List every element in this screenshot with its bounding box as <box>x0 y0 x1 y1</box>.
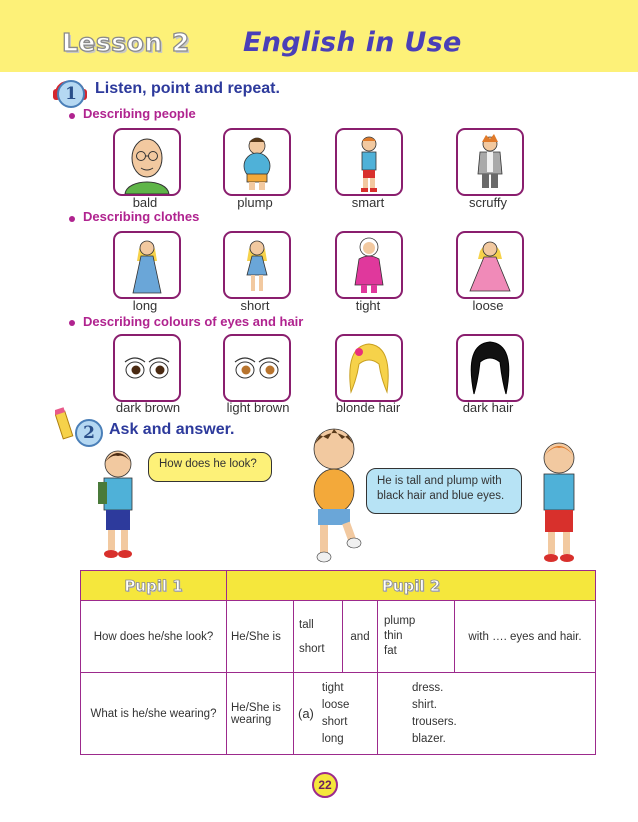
option-short: short <box>299 642 325 655</box>
option-tall: tall <box>299 618 314 631</box>
subject-he-she-is: He/She is <box>227 601 294 673</box>
long-dress-girl-picture <box>113 231 181 299</box>
option-short-fit: short <box>321 715 348 728</box>
light-brown-eyes-picture <box>223 334 291 402</box>
option-dress: dress. <box>412 681 444 694</box>
caption-dark-hair: dark hair <box>462 400 514 415</box>
caption-light-brown: light brown <box>226 400 290 415</box>
page-number: 22 <box>312 772 338 798</box>
group-heading-eyes-hair: Describing colours of eyes and hair <box>83 314 304 329</box>
caption-bald: bald <box>132 195 158 210</box>
caption-long: long <box>132 298 158 313</box>
page-title: English in Use <box>243 27 462 58</box>
article-a: (a) <box>298 706 314 721</box>
header-pupil-2: Pupil 2 <box>227 571 596 601</box>
caption-loose: loose <box>472 298 504 313</box>
pencil-icon <box>55 406 77 448</box>
bullet-icon <box>69 113 75 119</box>
caption-tight: tight <box>355 298 381 313</box>
bullet-icon <box>69 320 75 326</box>
option-long: long <box>321 732 344 745</box>
subject-he-she-is-wearing: He/She is wearing <box>227 673 294 755</box>
height-options <box>294 601 343 673</box>
pupil-girl-figure <box>94 446 142 560</box>
dark-brown-eyes-picture <box>113 334 181 402</box>
word-and: and <box>343 601 378 673</box>
lesson-label: Lesson 2 <box>62 28 190 57</box>
question-wearing: What is he/she wearing? <box>81 673 227 755</box>
bullet-icon <box>69 216 75 222</box>
option-loose: loose <box>321 698 350 711</box>
blonde-hair-picture <box>335 334 403 402</box>
section-title-2: Ask and answer. <box>109 421 235 438</box>
option-fat: fat <box>384 645 397 657</box>
caption-scruffy: scruffy <box>468 195 508 210</box>
short-dress-girl-picture <box>223 231 291 299</box>
caption-dark-brown: dark brown <box>115 400 181 415</box>
pupil-boy-figure <box>535 440 583 566</box>
ending-eyes-hair: with …. eyes and hair. <box>455 601 596 673</box>
option-blazer: blazer. <box>412 732 446 745</box>
caption-short: short <box>240 298 270 313</box>
smart-boy-picture <box>335 128 403 196</box>
fit-options-cell <box>294 673 378 755</box>
speech-bubble-answer <box>366 468 522 514</box>
option-thin: thin <box>384 630 403 642</box>
caption-plump: plump <box>237 195 273 210</box>
question-look: How does he/she look? <box>81 601 227 673</box>
plump-boy-picture <box>223 128 291 196</box>
section-title-1: Listen, point and repeat. <box>95 80 280 97</box>
loose-dress-girl-picture <box>456 231 524 299</box>
option-shirt: shirt. <box>412 698 437 711</box>
running-boy-figure <box>298 425 370 567</box>
option-trousers: trousers. <box>412 715 457 728</box>
bubble-answer-text: He is tall and plump with black hair and blue eyes. <box>377 475 505 502</box>
speech-bubble-question <box>148 452 272 482</box>
tight-dress-girl-picture <box>335 231 403 299</box>
scruffy-boy-picture <box>456 128 524 196</box>
section-number-2: 2 <box>75 419 103 447</box>
option-tight: tight <box>321 681 344 694</box>
header-pupil-1: Pupil 1 <box>81 571 227 601</box>
clothes-options <box>378 673 596 755</box>
group-heading-clothes: Describing clothes <box>83 209 200 224</box>
bald-man-picture <box>113 128 181 196</box>
bubble-question-text: How does he look? <box>159 458 257 470</box>
section-number-1: 1 <box>57 80 85 108</box>
option-plump: plump <box>384 615 416 627</box>
group-heading-people: Describing people <box>83 106 196 121</box>
dark-hair-picture <box>456 334 524 402</box>
build-options <box>378 601 455 673</box>
dialogue-table <box>80 570 596 755</box>
caption-smart: smart <box>351 195 385 210</box>
caption-blonde-hair: blonde hair <box>335 400 401 415</box>
